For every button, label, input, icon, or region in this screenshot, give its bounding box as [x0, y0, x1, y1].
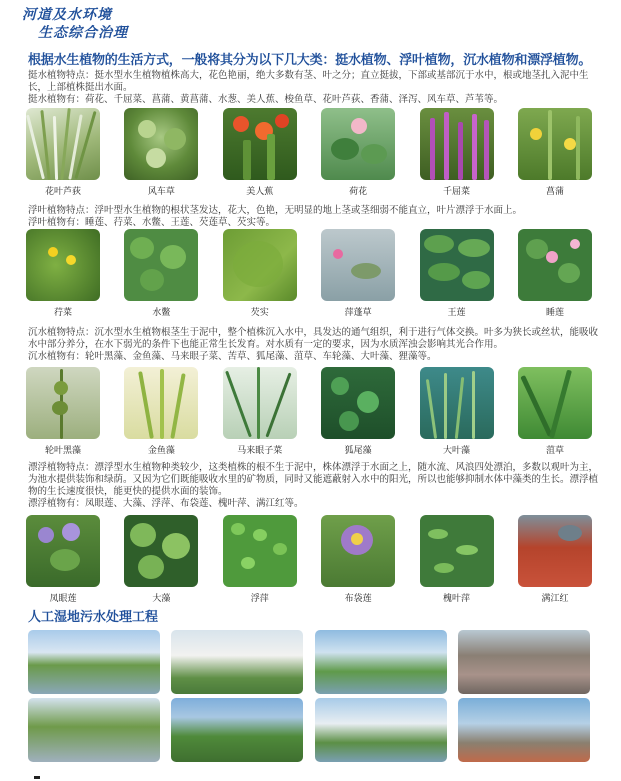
- plant-tile: [518, 108, 592, 197]
- plant-tile: [518, 515, 592, 604]
- wetland-photo: [171, 698, 303, 762]
- plant-caption: 荇菜: [53, 308, 72, 318]
- plant-caption: 王莲: [447, 308, 466, 318]
- plant-photo: [26, 367, 100, 439]
- wetland-photos-row-2: [28, 698, 590, 762]
- wetland-photo: [458, 630, 590, 694]
- page-corner-mark: [34, 776, 40, 779]
- plant-photo: [124, 108, 198, 180]
- wetland-photo: [171, 630, 303, 694]
- plant-caption: 凤眼莲: [49, 594, 77, 604]
- title-line-2: 生态综合治理: [38, 25, 128, 41]
- plant-photo: [26, 229, 100, 301]
- plant-tile: [518, 229, 592, 318]
- plant-tile: [26, 367, 100, 456]
- plant-tile: [124, 515, 198, 604]
- plant-tile: [124, 108, 198, 197]
- plant-photo: [321, 229, 395, 301]
- plant-caption: 大藻: [152, 594, 171, 604]
- plant-photo: [321, 108, 395, 180]
- floating-leaf-description: [28, 205, 598, 229]
- free-floating-description: [28, 462, 598, 510]
- title-line-1: 河道及水环境: [22, 7, 112, 23]
- emergent-features: 挺水植物特点：挺水型水生植物植株高大，花色艳丽，绝大多数有茎、叶之分；直立挺拔，下部或基部沉于水中，根或地茎扎入泥中生长，上部植株挺出水面。: [28, 70, 589, 93]
- plant-photo: [124, 229, 198, 301]
- plant-caption: 芡实: [250, 308, 269, 318]
- wetland-photo: [315, 698, 447, 762]
- free-floating-features: 漂浮植物特点：漂浮型水生植物种类较少，这类植株的根不生于泥中，株体漂浮于水面之上，随水流、风浪四处漂泊，多数以观叶为主，为池水提供装饰和绿荫。又因为它们既能吸收水里的矿物质，同时又能遮蔽射入水中的阳光，所以也能够抑制水体中藻类的生长。漂浮植物的生长速度很快，能更快的提供水面的装饰。: [28, 462, 599, 497]
- plant-tile: [518, 367, 592, 456]
- submerged-list: 沉水植物有：轮叶黑藻、金鱼藻、马来眼子菜、苦草、狐尾藻、菹草、车轮藻、大叶藻、狸藻等。: [28, 351, 437, 362]
- plant-photo: [124, 515, 198, 587]
- submerged-row: [26, 367, 592, 456]
- plant-tile: [26, 515, 100, 604]
- plant-caption: 菖蒲: [545, 187, 564, 197]
- wetland-photo: [28, 630, 160, 694]
- submerged-features: 沉水植物特点：沉水型水生植物根茎生于泥中，整个植株沉入水中，具发达的通气组织，利于进行气体交换。叶多为狭长或丝状，能吸收水中部分养分，在水下弱光的条件下也能正常生长发育。对水质有一定的要求，因为水质浑浊会影响其光合作用。: [28, 327, 599, 350]
- plant-caption: 大叶藻: [443, 446, 471, 456]
- plant-tile: [124, 367, 198, 456]
- emergent-description: [28, 70, 598, 106]
- plant-caption: 狐尾藻: [344, 446, 372, 456]
- plant-caption: 睡莲: [545, 308, 564, 318]
- title-block: [22, 6, 128, 42]
- plant-caption: 浮萍: [250, 594, 269, 604]
- plant-photo: [420, 108, 494, 180]
- wetland-photo: [458, 698, 590, 762]
- plant-caption: 千屈菜: [443, 187, 471, 197]
- plant-photo: [518, 229, 592, 301]
- plant-photo: [124, 367, 198, 439]
- plant-caption: 轮叶黑藻: [44, 446, 81, 456]
- plant-photo: [420, 367, 494, 439]
- plant-photo: [321, 367, 395, 439]
- plant-tile: [321, 367, 395, 456]
- wetland-photo: [315, 630, 447, 694]
- plant-photo: [223, 515, 297, 587]
- plant-photo: [223, 229, 297, 301]
- plant-tile: [223, 108, 297, 197]
- emergent-list: 挺水植物有：荷花、千屈菜、菖蒲、黄菖蒲、水葱、美人蕉、梭鱼草、花叶芦荻、香蒲、泽泻、风车草、芦苇等。: [28, 94, 504, 105]
- plant-caption: 布袋莲: [344, 594, 372, 604]
- classification-headline: 根据水生植物的生活方式，一般将其分为以下几大类：挺水植物、浮叶植物，沉水植物和漂浮植物。: [28, 53, 592, 68]
- plant-caption: 美人蕉: [246, 187, 274, 197]
- plant-tile: [26, 229, 100, 318]
- plant-caption: 萍蓬草: [344, 308, 372, 318]
- floating-leaf-features: 浮叶植物特点：浮叶型水生植物的根状茎发达，花大，色艳，无明显的地上茎或茎细弱不能直立，叶片漂浮于水面上。: [28, 205, 523, 216]
- plant-caption: 荷花: [349, 187, 368, 197]
- floating-leaf-row: [26, 229, 592, 318]
- plant-caption: 金鱼藻: [147, 446, 175, 456]
- plant-tile: [420, 515, 494, 604]
- plant-tile: [223, 229, 297, 318]
- plant-photo: [26, 108, 100, 180]
- plant-photo: [26, 515, 100, 587]
- plant-photo: [420, 229, 494, 301]
- plant-tile: [26, 108, 100, 197]
- plant-photo: [518, 108, 592, 180]
- wetland-photo: [28, 698, 160, 762]
- plant-caption: 马来眼子菜: [237, 446, 283, 456]
- free-floating-row: [26, 515, 592, 604]
- plant-tile: [124, 229, 198, 318]
- wetland-photos-row-1: [28, 630, 590, 694]
- plant-caption: 菹草: [545, 446, 564, 456]
- plant-tile: [321, 515, 395, 604]
- plant-caption: 满江红: [541, 594, 569, 604]
- plant-caption: 水鳖: [152, 308, 171, 318]
- plant-photo: [518, 515, 592, 587]
- plant-caption: 花叶芦荻: [44, 187, 81, 197]
- plant-photo: [321, 515, 395, 587]
- submerged-description: [28, 327, 598, 363]
- plant-tile: [420, 229, 494, 318]
- plant-tile: [321, 229, 395, 318]
- plant-photo: [223, 367, 297, 439]
- plant-photo: [223, 108, 297, 180]
- wetland-section-title: 人工湿地污水处理工程: [28, 610, 159, 625]
- plant-caption: 风车草: [147, 187, 175, 197]
- plant-tile: [223, 367, 297, 456]
- emergent-row: [26, 108, 592, 197]
- plant-photo: [518, 367, 592, 439]
- plant-caption: 槐叶萍: [443, 594, 471, 604]
- plant-tile: [223, 515, 297, 604]
- plant-photo: [420, 515, 494, 587]
- floating-leaf-list: 浮叶植物有：睡莲、荇菜、水鳖、王莲、芡莲草、芡实等。: [28, 217, 276, 228]
- plant-tile: [321, 108, 395, 197]
- plant-tile: [420, 108, 494, 197]
- free-floating-list: 漂浮植物有：凤眼莲、大藻、浮萍、布袋莲、槐叶萍、满江红等。: [28, 498, 304, 509]
- plant-tile: [420, 367, 494, 456]
